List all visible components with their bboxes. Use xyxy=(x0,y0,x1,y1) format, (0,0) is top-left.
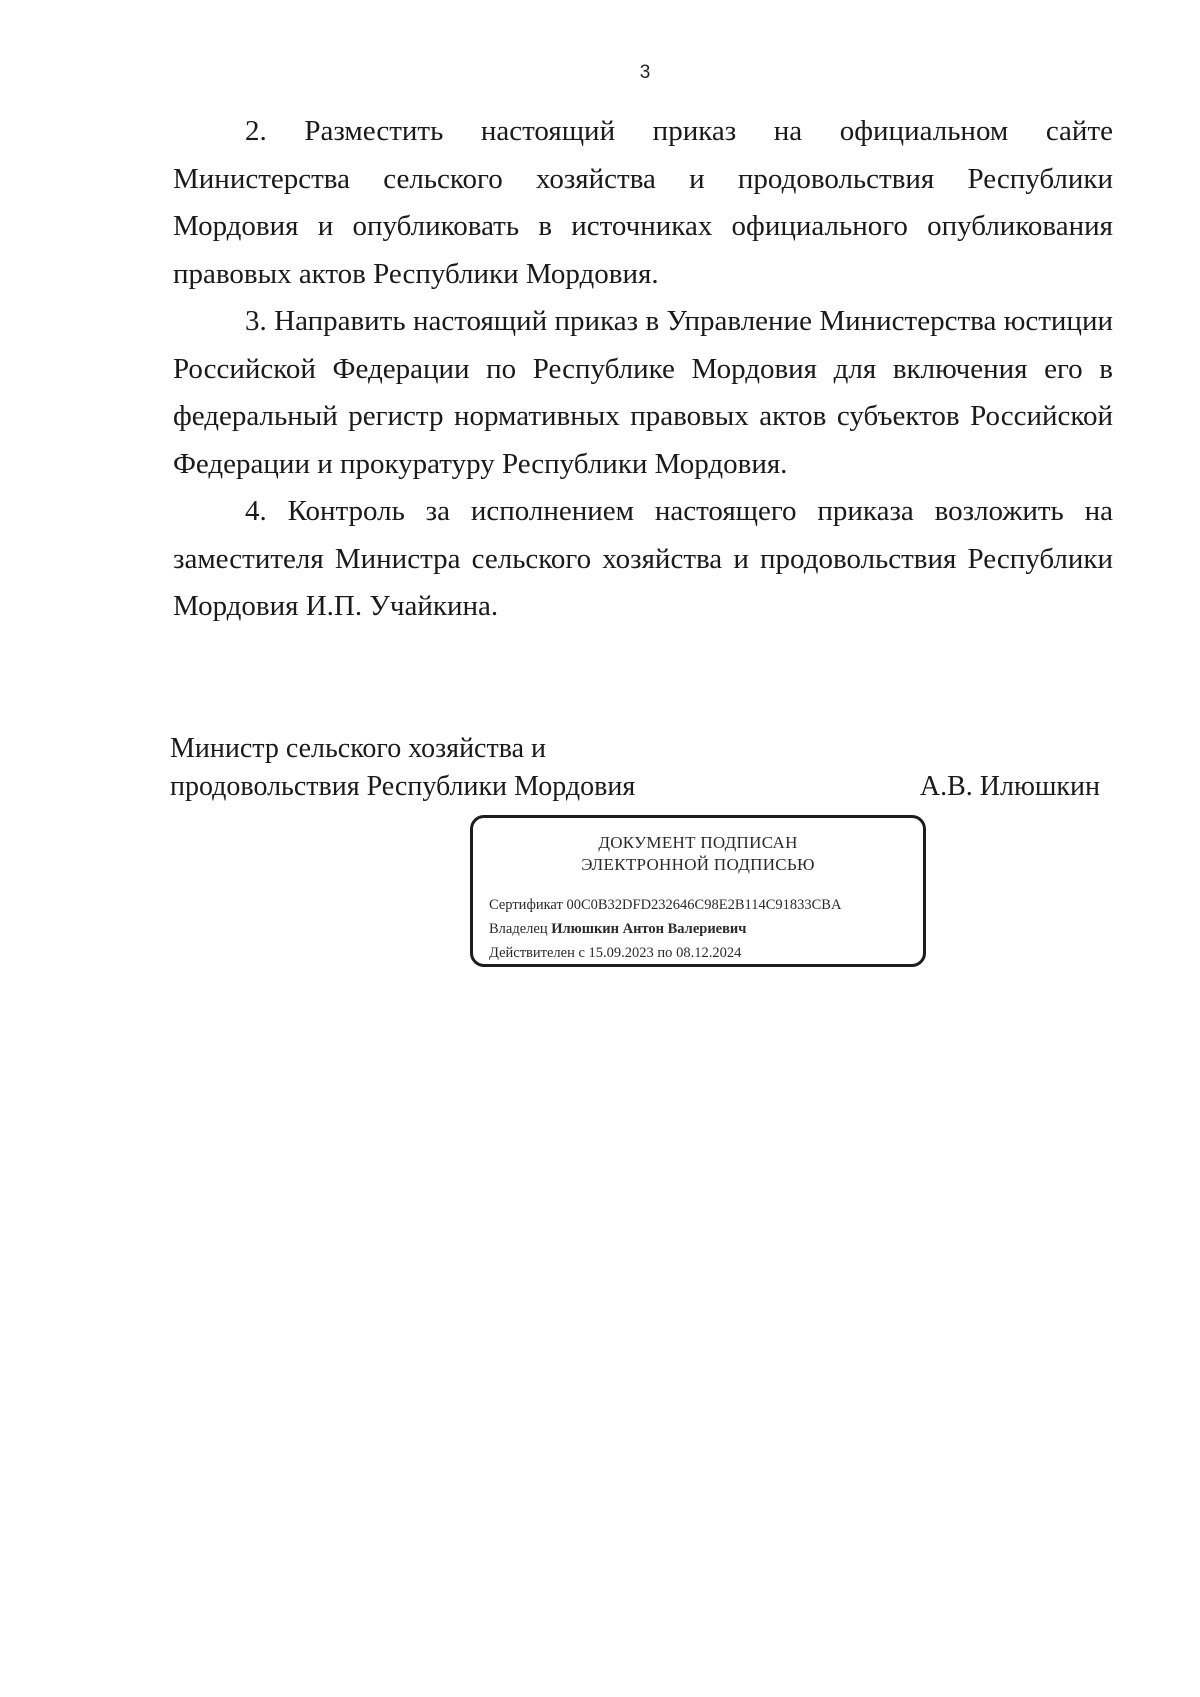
signer-name: А.В. Илюшкин xyxy=(919,771,1100,802)
valid-from: 15.09.2023 xyxy=(588,945,654,961)
page-number: 3 xyxy=(639,62,651,83)
stamp-details xyxy=(489,893,913,965)
stamp-title-line-1: ДОКУМЕНТ ПОДПИСАН xyxy=(598,833,798,852)
stamp-title-line-2: ЭЛЕКТРОННОЙ ПОДПИСЬЮ xyxy=(581,855,815,874)
signer-position-line-2: продовольствия Республики Мордовия xyxy=(170,771,636,802)
valid-label: Действителен с xyxy=(489,945,585,961)
paragraph-2: 2. Разместить настоящий приказ на официальном сайте Министерства сельского хозяйства и продовольствия Республики Мордовия и опубликовать в источниках официального опубликования правовых актов Республики Мордовия. xyxy=(173,115,1113,290)
stamp-validity-line xyxy=(489,941,913,965)
certificate-label: Сертификат xyxy=(489,897,563,913)
certificate-number: 00C0B32DFD232646C98E2B114C91833CBA xyxy=(566,897,842,913)
document-body xyxy=(173,108,1113,631)
stamp-owner-line xyxy=(489,917,913,941)
owner-label: Владелец xyxy=(489,921,548,937)
signature-block xyxy=(170,730,1100,806)
owner-name: Илюшкин Антон Валериевич xyxy=(551,921,747,937)
paragraph-4: 4. Контроль за исполнением настоящего приказа возложить на заместителя Министра сельского хозяйства и продовольствия Республики Мордовия И.П. Учайкина. xyxy=(173,495,1113,622)
paragraph-3: 3. Направить настоящий приказ в Управление Министерства юстиции Российской Федерации по Республике Мордовия для включения его в федеральный регистр нормативных правовых актов субъектов Российской Федерации и прокуратуру Республики Мордовия. xyxy=(173,305,1113,480)
signature-row xyxy=(170,768,1100,806)
electronic-signature-stamp xyxy=(470,815,926,967)
stamp-certificate-line xyxy=(489,893,913,917)
signer-position-line-1: Министр сельского хозяйства и xyxy=(170,733,546,764)
valid-to-label: по xyxy=(657,945,673,961)
valid-to: 08.12.2024 xyxy=(676,945,742,961)
stamp-title xyxy=(473,832,923,876)
